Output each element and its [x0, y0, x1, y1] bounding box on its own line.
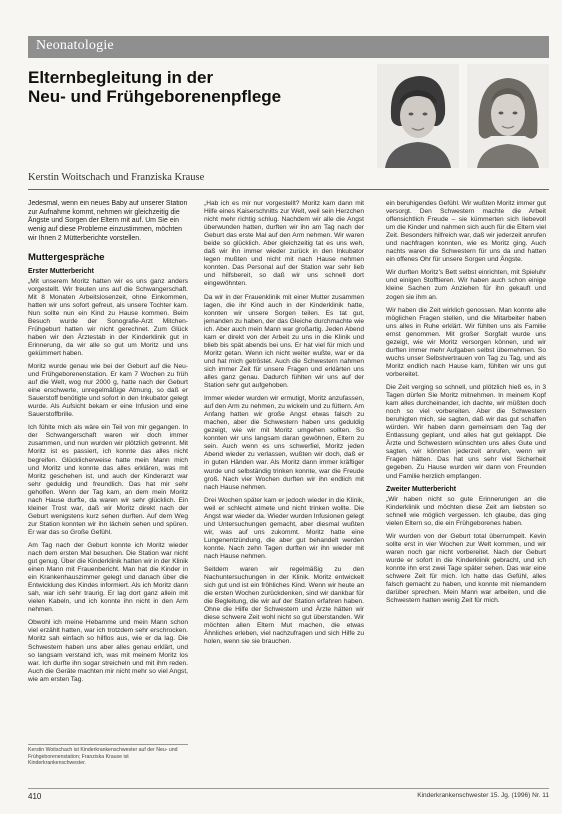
- paragraph: Obwohl ich meine Hebamme und mein Mann schon viel erzählt hatten, war ich trotzdem sehr erschrocken. Moritz sah einfach so hilflos aus, wie er da lag. Die Schwestern haben uns aber alles genau erklärt, und so langsam verstand ich, was mit meinem Moritz los war. Ich durfte ihn sogar streicheln und mit ihm reden. Auch die Geräte machten mir nicht mehr so viel Angst, wie am ersten Tag.: [28, 619, 188, 683]
- paragraph: „Wir haben nicht so gute Erinnerungen an die Kinderklinik und möchten diese Zeit am liebsten so schnell wie möglich vergessen. Ich glaube, das ging vielen Eltern so, die ein Frühgeborenes haben.: [386, 495, 546, 527]
- paragraph: Die Zeit verging so schnell, und plötzlich hieß es, in 3 Tagen dürfen Sie Moritz mitnehmen. In meinem Kopf kam alles durcheinander, ich dachte, wir müßten doch noch so viel vorbereiten. Aber die Schwestern beruhigten mich, sie sagten, daß wir das gut schaffen würden. Wir haben dann gemeinsam den Tag der Entlassung geplant, und alles hat gut geklappt. Die Ärzte und Schwestern wünschten uns alles Gute und sagten, wir könnten jederzeit anrufen, wenn wir Fragen hätten. Das hat uns sehr viel Sicherheit gegeben. Zu Hause wurden wir dann von Freunden und Familie herzlich empfangen.: [386, 383, 546, 480]
- article-lead: Jedesmal, wenn ein neues Baby auf unserer Station zur Aufnahme kommt, nehmen wir gleichzeitig die Ängste und Sorgen der Eltern mit auf. Um Sie ein wenig auf diese Probleme einzustimmen, möchten wir Ihnen 2 Mütterberichte vorstellen.: [28, 200, 188, 242]
- author-photo-2: [467, 64, 549, 168]
- paragraph: „Hab ich es mir nur vorgestellt? Moritz kam dann mit Hilfe eines Kaiserschnitts zur Welt, weil sein Herzchen nicht mehr richtig schlug. Nachdem wir alle die Angst überwunden hatten, durften wir ihn am Tag nach der Geburt das erste Mal auf den Arm nehmen. Wir waren beide so glücklich. Aber gleichzeitig tat es uns weh, daß wir ihn immer wieder zurück in den Inkubator legen mußten und nicht mit nach Hause nehmen konnten. Das Personal auf der Station war sehr lieb und hilfsbereit, so daß wir uns schnell dort eingewöhnten.: [204, 200, 364, 288]
- title-divider: [28, 189, 549, 190]
- paragraph: Seitdem waren wir regelmäßig zu den Nachuntersuchungen in der Klinik. Moritz entwickelt sich gut und ist ein fröhliches Kind. Wenn wir heute an die ersten Wochen zurückdenken, sind wir dankbar für die Begleitung, die wir auf der Station erfahren haben. Ohne die Hilfe der Schwestern und Ärzte hätten wir diese schwere Zeit wohl nicht so gut überstanden. Wir möchten allen Eltern Mut machen, die etwas Ähnliches erleben, viel nachzufragen und sich Hilfe zu holen, wenn sie sie brauchen.: [204, 566, 364, 646]
- paragraph: Drei Wochen später kam er jedoch wieder in die Klinik, weil er schlecht atmete und nicht trinken wollte. Die Angst war wieder da. Wieder wurden Infusionen gelegt und Untersuchungen gemacht, aber diesmal wußten wir, was auf uns zukommt. Moritz hatte eine Lungenentzündung, die aber gut behandelt werden konnte. Nach zehn Tagen durften wir ihn wieder mit nach Hause nehmen.: [204, 496, 364, 560]
- page-number: 410: [28, 792, 42, 801]
- section-heading-muttergespraeche: Muttergespräche: [28, 251, 105, 263]
- article-title: [28, 68, 358, 106]
- section-header-bar: [28, 36, 549, 58]
- title-line-1: Elternbegleitung in der: [28, 68, 214, 87]
- journal-citation: Kinderkrankenschwester 15. Jg. (1996) Nr. 11: [417, 792, 549, 799]
- column-2: [204, 200, 364, 651]
- paragraph: „Mit unserem Moritz hatten wir es uns ganz anders vorgestellt. Wir freuten uns auf die Schwangerschaft. Mit 8 Monaten Arbeitslosenzeit, ohne Einkommen, hatten wir uns sofort gefreut, als unsere Tochter kam. Nun sollte nun ein Kind zu Hause kommen. Beim Besuch wurde der Sonografie-Arzt Mitchen-Frühgeburt hatten wir nicht gerechnet. Zum Glück haben wir den Ärztestab in der Kinderklinik gut in Erinnerung, da wir alle so gut um Moritz und uns gekümmert haben.: [28, 277, 188, 357]
- subheading-zweiter-mutterbericht: Zweiter Mutterbericht: [386, 485, 457, 493]
- paragraph: Moritz wurde genau wie bei der Geburt auf die Neu- und Frühgeborenenstation. Er kam 7 Wochen zu früh auf die Welt, wog nur 2000 g, hatte nach der Geburt eine erschwerte, unregelmäßige Atmung, so daß er Sauerstoff benötigte und sofort in den Inkubator gelegt wurde. Als Aufsicht bekam er eine Infusion und eine Sauerstoffbrille.: [28, 362, 188, 419]
- paragraph: Immer wieder wurden wir ermutigt, Moritz anzufassen, auf den Arm zu nehmen, zu wickeln und zu füttern. Am Anfang hatten wir große Angst etwas falsch zu machen, aber die Schwestern haben uns geduldig gezeigt, wie wir mit Moritz umgehen sollten. So konnten wir uns langsam daran gewöhnen, Eltern zu sein. Auch wenn es uns schwerfiel, Moritz jeden Abend wieder zu verlassen, wußten wir doch, daß er in guten Händen war. Als Moritz dann immer kräftiger wurde und selbständig trinken konnte, war die Freude groß. Nach vier Wochen durften wir ihn endlich mit nach Hause nehmen.: [204, 395, 364, 491]
- article-authors: Kerstin Woitschach und Franziska Krause: [28, 172, 205, 183]
- column-3: [386, 200, 546, 610]
- author-photo-1: [377, 64, 459, 168]
- paragraph: Da wir in der Frauenklinik mit einer Mutter zusammen lagen, die ihr Kind auch in der Kinderklinik hatte, konnten wir unsere Sorgen teilen. Es tat gut, jemanden zu haben, der das Gleiche durchmachte wie ich. Aber auch mein Mann war großartig. Jeden Abend kam er direkt von der Arbeit zu uns in die Klinik und blieb bis spät abends bei uns. Er hat viel für mich und Moritz getan. Wenn ich nicht weiter wußte, war er da und hat mich getröstet. Auch die Schwestern nahmen sich immer Zeit für unsere Fragen und erklärten uns alles ganz genau. Dadurch fühlten wir uns auf der Station sehr gut aufgehoben.: [204, 293, 364, 390]
- paragraph: Wir wurden von der Geburt total überrumpelt. Kevin sollte erst in vier Wochen zur Welt kommen, und wir waren noch gar nicht vorbereitet. Nach der Geburt wurde er sofort in die Kinderklinik gebracht, und ich konnte ihn erst zwei Tage später sehen. Das war eine schwere Zeit für mich. Ich hatte das Gefühl, alles falsch gemacht zu haben, und konnte mit niemandem darüber sprechen. Mein Mann war arbeiten, und die Schwestern hatten wenig Zeit für mich.: [386, 532, 546, 605]
- author-footnote: Kerstin Woitschach ist Kinderkrankenschwester auf der Neu- und Frühgeborenenstation; Franziska Krause ist Kinderkrankenschwester.: [28, 744, 188, 767]
- title-line-2: Neu- und Frühgeborenenpflege: [28, 87, 282, 106]
- subheading-erster-mutterbericht: Erster Mutterbericht: [28, 267, 94, 275]
- footer-divider: [28, 788, 549, 789]
- paragraph: Am Tag nach der Geburt konnte ich Moritz wieder nach dem ersten Mal besuchen. Die Station war nicht gut genug. Über die Kinderklinik hatten wir in der Klinik einen Mann mit Frauenbericht. Man hat die Kinder in ein Krankenhauszimmer gelegt und danach über die Entwicklung des Kindes informiert. Als ich Moritz dann sah, war ich sehr traurig. Er lag dort ganz allein mit vielen Kabeln, und ich konnte ihn nicht in den Arm nehmen.: [28, 541, 188, 614]
- paragraph: Wir durften Moritz's Bett selbst einrichten, mit Spieluhr und einigen Stofftieren. Wir haben auch schon einige kleine Sachen zum Anziehen für ihn gekauft und zogen sie ihm an.: [386, 269, 546, 301]
- paragraph: Ich fühlte mich als wäre ein Teil von mir gegangen. In der Schwangerschaft waren wir doch immer zusammen, und nun wurden wir plötzlich getrennt. Mit Moritz ist es passiert, ich konnte das alles nicht begreifen. Glücklicherweise hatte mein Mann mich und Moritz und konnte das alles erklären, was mit Moritz geschehen ist, und auch der Kinderarzt war sehr geduldig und freundlich. Das hat mir sehr geholfen. Wenn der Tag kam, an dem mein Moritz nach Hause durfte, da waren wir sehr glücklich. Ein kleiner Trost war, daß wir Moritz direkt nach der Geburt wenigstens kurz sehen durften. Auf dem Weg zur Station konnten wir ihn lächeln sehen und spüren. Er war das so Große Gefühl.: [28, 424, 188, 536]
- paragraph: ein beruhigendes Gefühl. Wir wußten Moritz immer gut versorgt. Den Schwestern machte die Arbeit offensichtlich Freude – sie kümmerten sich liebevoll um die Kinder und nahmen sich auch für die Eltern viel Zeit. Besonders hilfreich war, daß wir jederzeit anrufen und nachfragen konnten, wie es Moritz ging. Auch nachts waren die Schwestern für uns da und hatten ein offenes Ohr für unsere Sorgen und Ängste.: [386, 200, 546, 264]
- paragraph: Wir haben die Zeit wirklich genossen. Man konnte alle möglichen Fragen stellen, und die Mitarbeiter haben uns alles in Ruhe erklärt. Wir fühlten uns als Familie ernst genommen. Mit großer Sorgfalt wurde uns gezeigt, wie wir Moritz versorgen können, und wir durften immer mehr Aufgaben selbst übernehmen. So wuchs unser Selbstvertrauen von Tag zu Tag, und als Moritz endlich nach Hause kam, fühlten wir uns gut vorbereitet.: [386, 306, 546, 378]
- column-1: [28, 200, 188, 689]
- section-label: Neonatologie: [36, 38, 114, 53]
